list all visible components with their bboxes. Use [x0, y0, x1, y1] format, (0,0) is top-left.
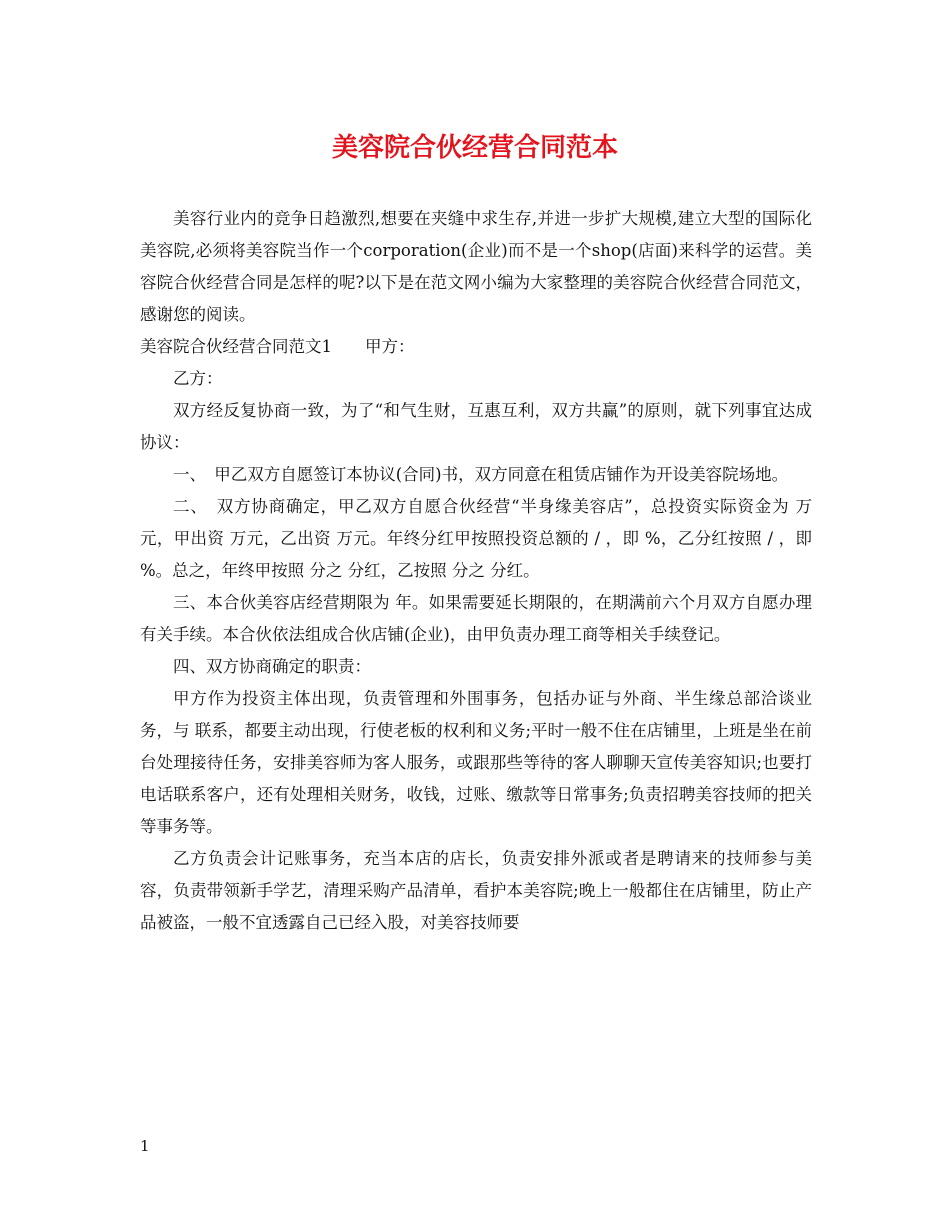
contract-heading-paragraph: 美容院合伙经营合同范文1 甲方： [140, 337, 415, 356]
party-b-duties-paragraph: 乙方负责会计记账事务，充当本店的店长，负责安排外派或者是聘请来的技师参与美容，负责带领新手学艺，清理采购产品清单，看护本美容院;晚上一般都住在店铺里，防止产品被盗，一般不宜透露自己已经入股，对美容技师要 [140, 849, 812, 932]
party-a-duties-paragraph: 甲方作为投资主体出现，负责管理和外围事务，包括办证与外商、半生缘总部洽谈业务，与 联系，都要主动出现，行使老板的权利和义务;平时一般不住在店铺里，上班是坐在前台处理接待任务，安排美容师为客人服务，或跟那些等待的客人聊聊天宣传美容知识;也要打电话联系客户，还有处理相关财务，收钱，过账、缴款等日常事务;负责招聘美容技师的把关等事务等。 [140, 689, 812, 836]
clause-4-heading-paragraph: 四、双方协商确定的职责： [173, 657, 371, 676]
party-b-paragraph: 乙方： [173, 369, 223, 388]
intro-paragraph: 美容行业内的竞争日趋激烈,想要在夹缝中求生存,并进一步扩大规模,建立大型的国际化美容院,必须将美容院当作一个corporation(企业)而不是一个shop(店面)来科学的运营。美容院合伙经营合同是怎样的呢?以下是在范文网小编为大家整理的美容院合伙经营合同范文，感谢您的阅读。 [140, 209, 812, 324]
clause-3-paragraph: 三、本合伙美容店经营期限为 年。如果需要延长期限的，在期满前六个月双方自愿办理有关手续。本合伙依法组成合伙店铺(企业)，由甲负责办理工商等相关手续登记。 [140, 593, 812, 644]
clause-2-paragraph: 二、 双方协商确定，甲乙双方自愿合伙经营“半身缘美容店”，总投资实际资金为 万元，甲出资 万元，乙出资 万元。年终分红甲按照投资总额的 / ，即 %，乙分红按照 / ，即 %。总之，年终甲按照 分之 分红，乙按照 分之 分红。 [140, 497, 818, 580]
document-body [140, 203, 818, 939]
clause-1-paragraph: 一、 甲乙双方自愿签订本协议(合同)书，双方同意在租赁店铺作为开设美容院场地。 [173, 465, 789, 484]
document-title: 美容院合伙经营合同范本 [331, 133, 618, 163]
page-number: 1 [140, 1137, 150, 1155]
agreement-preamble-paragraph: 双方经反复协商一致，为了“和气生财，互惠互利，双方共赢”的原则，就下列事宜达成协议： [140, 401, 812, 452]
